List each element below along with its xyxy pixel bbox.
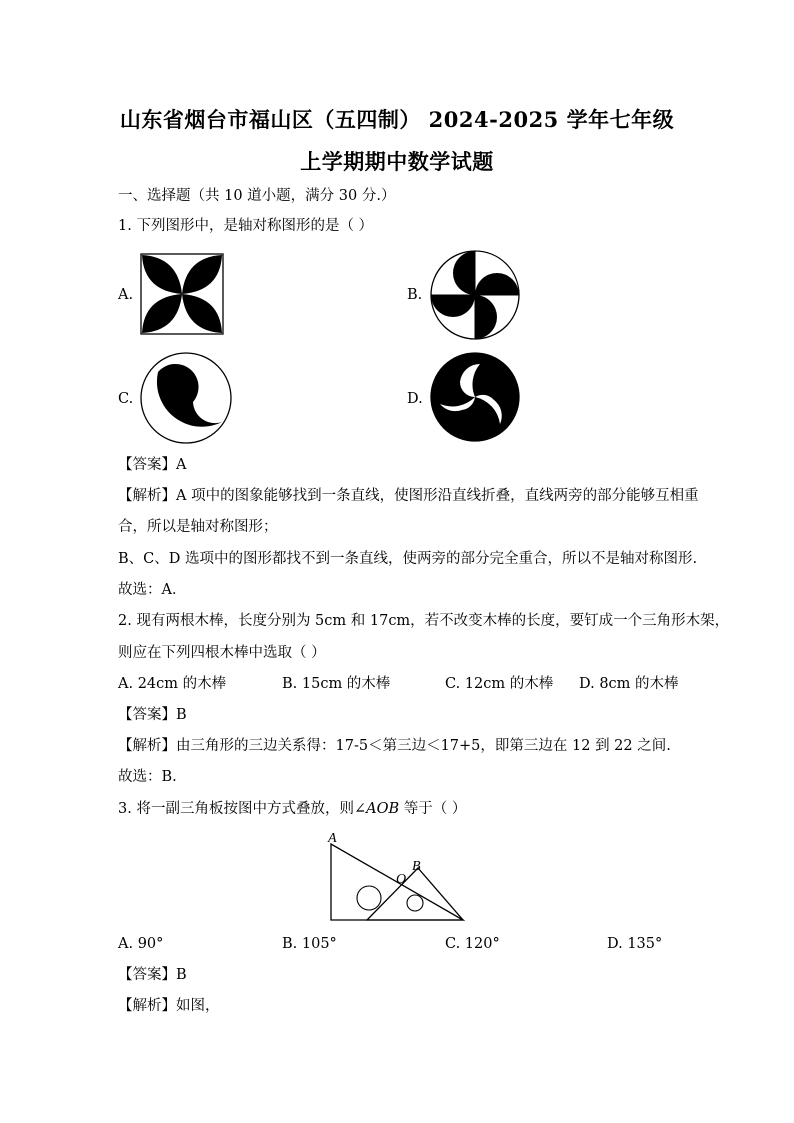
q3-stem-prefix: 3. 将一副三角板按图中方式叠放，则∠ <box>118 801 367 817</box>
q1-analysis-line-1: 【解析】A 项中的图象能够找到一条直线，使图形沿直线折叠，直线两旁的部分能够互相重 <box>118 488 699 504</box>
q3-figure-triangle-rulers <box>322 828 472 924</box>
q1-figure-b-pinwheel <box>428 250 522 340</box>
q3-analysis-line-1: 【解析】如图， <box>118 998 220 1014</box>
q1-figure-d-triskelion <box>428 352 522 442</box>
q3-figure-label-o: O <box>396 872 407 887</box>
q2-stem-line-2: 则应在下列四根木棒中选取（ ） <box>118 645 326 661</box>
q1-analysis-line-3: B、C、D 选项中的图形都找不到一条直线，使两旁的部分完全重合，所以不是轴对称图形. <box>118 551 698 567</box>
q3-option-a: A. 90° <box>118 936 164 952</box>
q1-option-a-label: A. <box>118 287 134 303</box>
q2-option-a: A. 24cm 的木棒 <box>118 676 227 692</box>
q2-option-b: B. 15cm 的木棒 <box>282 676 391 692</box>
q3-option-c: C. 120° <box>445 936 500 952</box>
q1-stem: 1. 下列图形中，是轴对称图形的是（ ） <box>118 218 374 234</box>
q3-figure-label-b: B <box>412 859 421 874</box>
q2-analysis-line-2: 故选：B. <box>118 769 177 785</box>
q1-option-d-label: D. <box>407 391 423 407</box>
section-heading: 一、选择题（共 10 道小题，满分 30 分.） <box>118 188 396 204</box>
q3-stem <box>118 799 466 819</box>
q2-answer: 【答案】B <box>118 707 187 723</box>
q2-option-d: D. 8cm 的木棒 <box>579 676 679 692</box>
q1-analysis-line-4: 故选：A． <box>118 582 187 598</box>
q1-option-c-label: C. <box>118 391 134 407</box>
q2-analysis-line-1: 【解析】由三角形的三边关系得：17-5＜第三边＜17+5，即第三边在 12 到 22 之间. <box>118 738 671 754</box>
q1-analysis-line-2: 合，所以是轴对称图形； <box>118 519 278 535</box>
q3-option-b: B. 105° <box>282 936 337 952</box>
q3-stem-angle: AOB <box>366 801 400 817</box>
q1-option-b-label: B. <box>407 287 423 303</box>
q1-answer: 【答案】A <box>118 457 187 473</box>
q3-answer: 【答案】B <box>118 967 187 983</box>
q3-figure-label-a: A <box>328 831 337 846</box>
q2-option-c: C. 12cm 的木棒 <box>445 676 554 692</box>
page-title-line-1: 山东省烟台市福山区（五四制） 2024-2025 学年七年级 <box>119 107 675 132</box>
page-title-line-2: 上学期期中数学试题 <box>300 149 494 174</box>
q1-figure-c-yin-yang <box>138 352 234 444</box>
q2-stem-line-1: 2. 现有两根木棒，长度分别为 5cm 和 17cm，若不改变木棒的长度，要钉成一个三角形木架， <box>118 613 730 629</box>
q1-figure-a-four-petals <box>140 253 224 335</box>
q3-stem-suffix: 等于（ ） <box>399 801 467 817</box>
q3-option-d: D. 135° <box>607 936 663 952</box>
